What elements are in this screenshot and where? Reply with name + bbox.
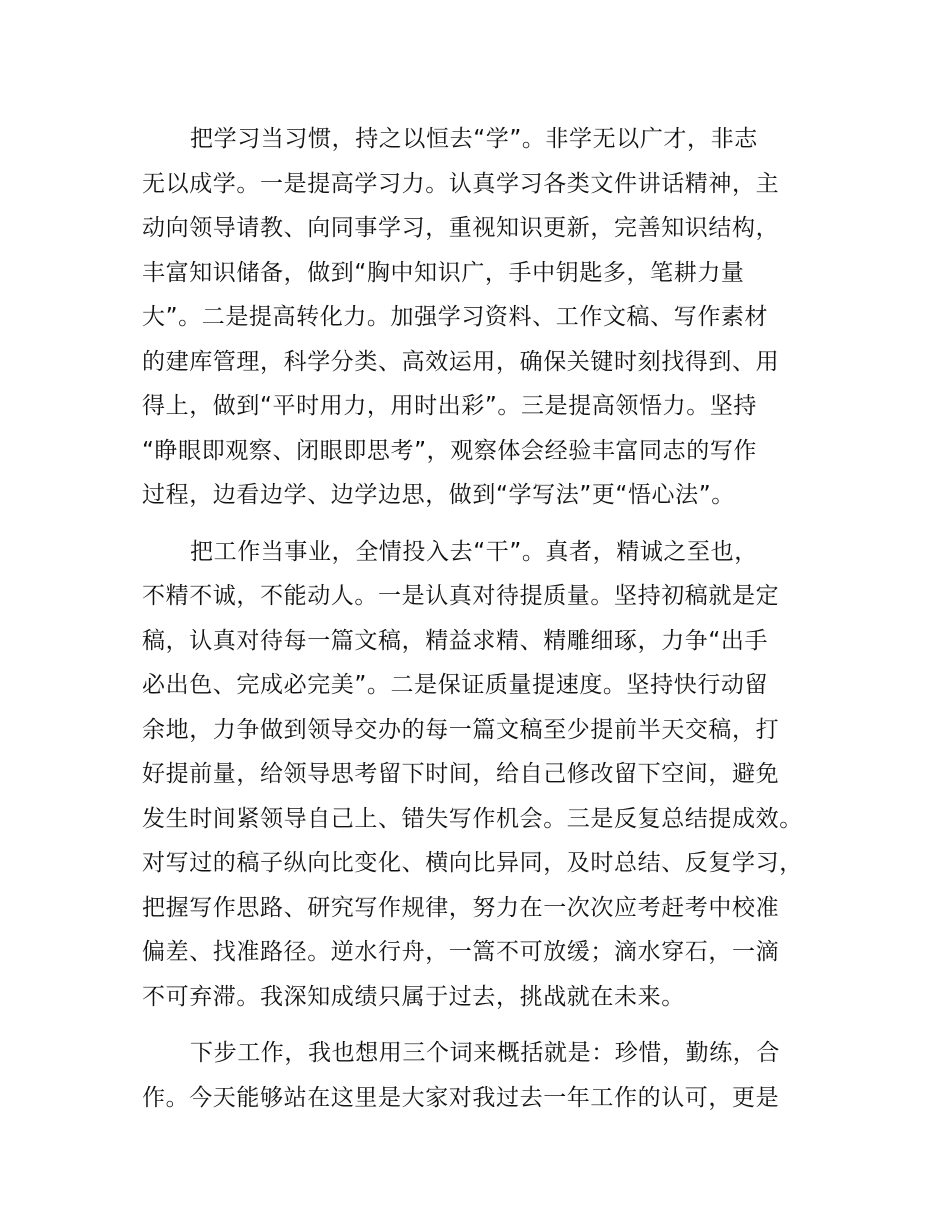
text-line: 丰富知识储备，做到“胸中知识广，手中钥匙多，笔耕力量 [142,259,745,286]
text-line: 动向领导请教、向同事学习，重视知识更新，完善知识结构， [142,215,780,241]
paragraph-spacer [142,518,832,530]
text-line: 作。今天能够站在这里是大家对我过去一年工作的认可，更是 [142,1084,780,1111]
text-line: “睁眼即观察、闭眼即思考”，观察体会经验丰富同志的写作 [142,437,758,464]
paragraph-1 [142,117,832,518]
text-line: 不精不诚，不能动人。一是认真对待提质量。坚持初稿就是定 [142,583,780,609]
text-line: 发生时间紧领导自己上、错失写作机会。三是反复总结提成效。 [142,805,803,832]
text-line: 必出色、完成必完美”。二是保证质量提速度。坚持快行动留 [142,672,769,698]
text-line: 得上，做到“平时用力，用时出彩”。三是提高领悟力。坚持 [142,393,758,419]
text-line: 过程，边看边学、边学边思，做到“学写法”更“悟心法”。 [142,482,735,508]
text-line: 不可弃滞。我深知成绩只属于过去，挑战就在未来。 [142,983,685,1010]
text-line: 好提前量，给领导思考留下时间，给自己修改留下空间，避免 [142,761,780,787]
paragraph-2 [142,530,832,1020]
document-body [142,117,832,1120]
text-line: 把握写作思路、研究写作规律，努力在一次次应考赶考中校准 [142,894,780,921]
text-line: 的建库管理，科学分类、高效运用，确保关键时刻找得到、用 [142,348,780,375]
text-line: 稿，认真对待每一篇文稿，精益求精、精雕细琢，力争“出手 [142,627,769,654]
text-line: 大”。二是提高转化力。加强学习资料、工作文稿、写作素材 [142,304,769,330]
paragraph-3 [142,1031,832,1120]
text-line: 下步工作，我也想用三个词来概括就是：珍惜，勤练，合 [190,1040,780,1066]
text-line: 无以成学。一是提高学习力。认真学习各类文件讲话精神，主 [142,170,780,197]
text-line: 对写过的稿子纵向比变化、横向比异同，及时总结、反复学习， [142,850,803,876]
text-line: 偏差、找准路径。逆水行舟，一篙不可放缓；滴水穿石，一滴 [142,939,780,965]
text-line: 把学习当习惯，持之以恒去“学”。非学无以广才，非志 [190,126,758,152]
text-line: 把工作当事业，全情投入去“干”。真者，精诚之至也， [190,538,758,565]
paragraph-spacer [142,1019,832,1031]
text-line: 余地，力争做到领导交办的每一篇文稿至少提前半天交稿，打 [142,716,780,743]
